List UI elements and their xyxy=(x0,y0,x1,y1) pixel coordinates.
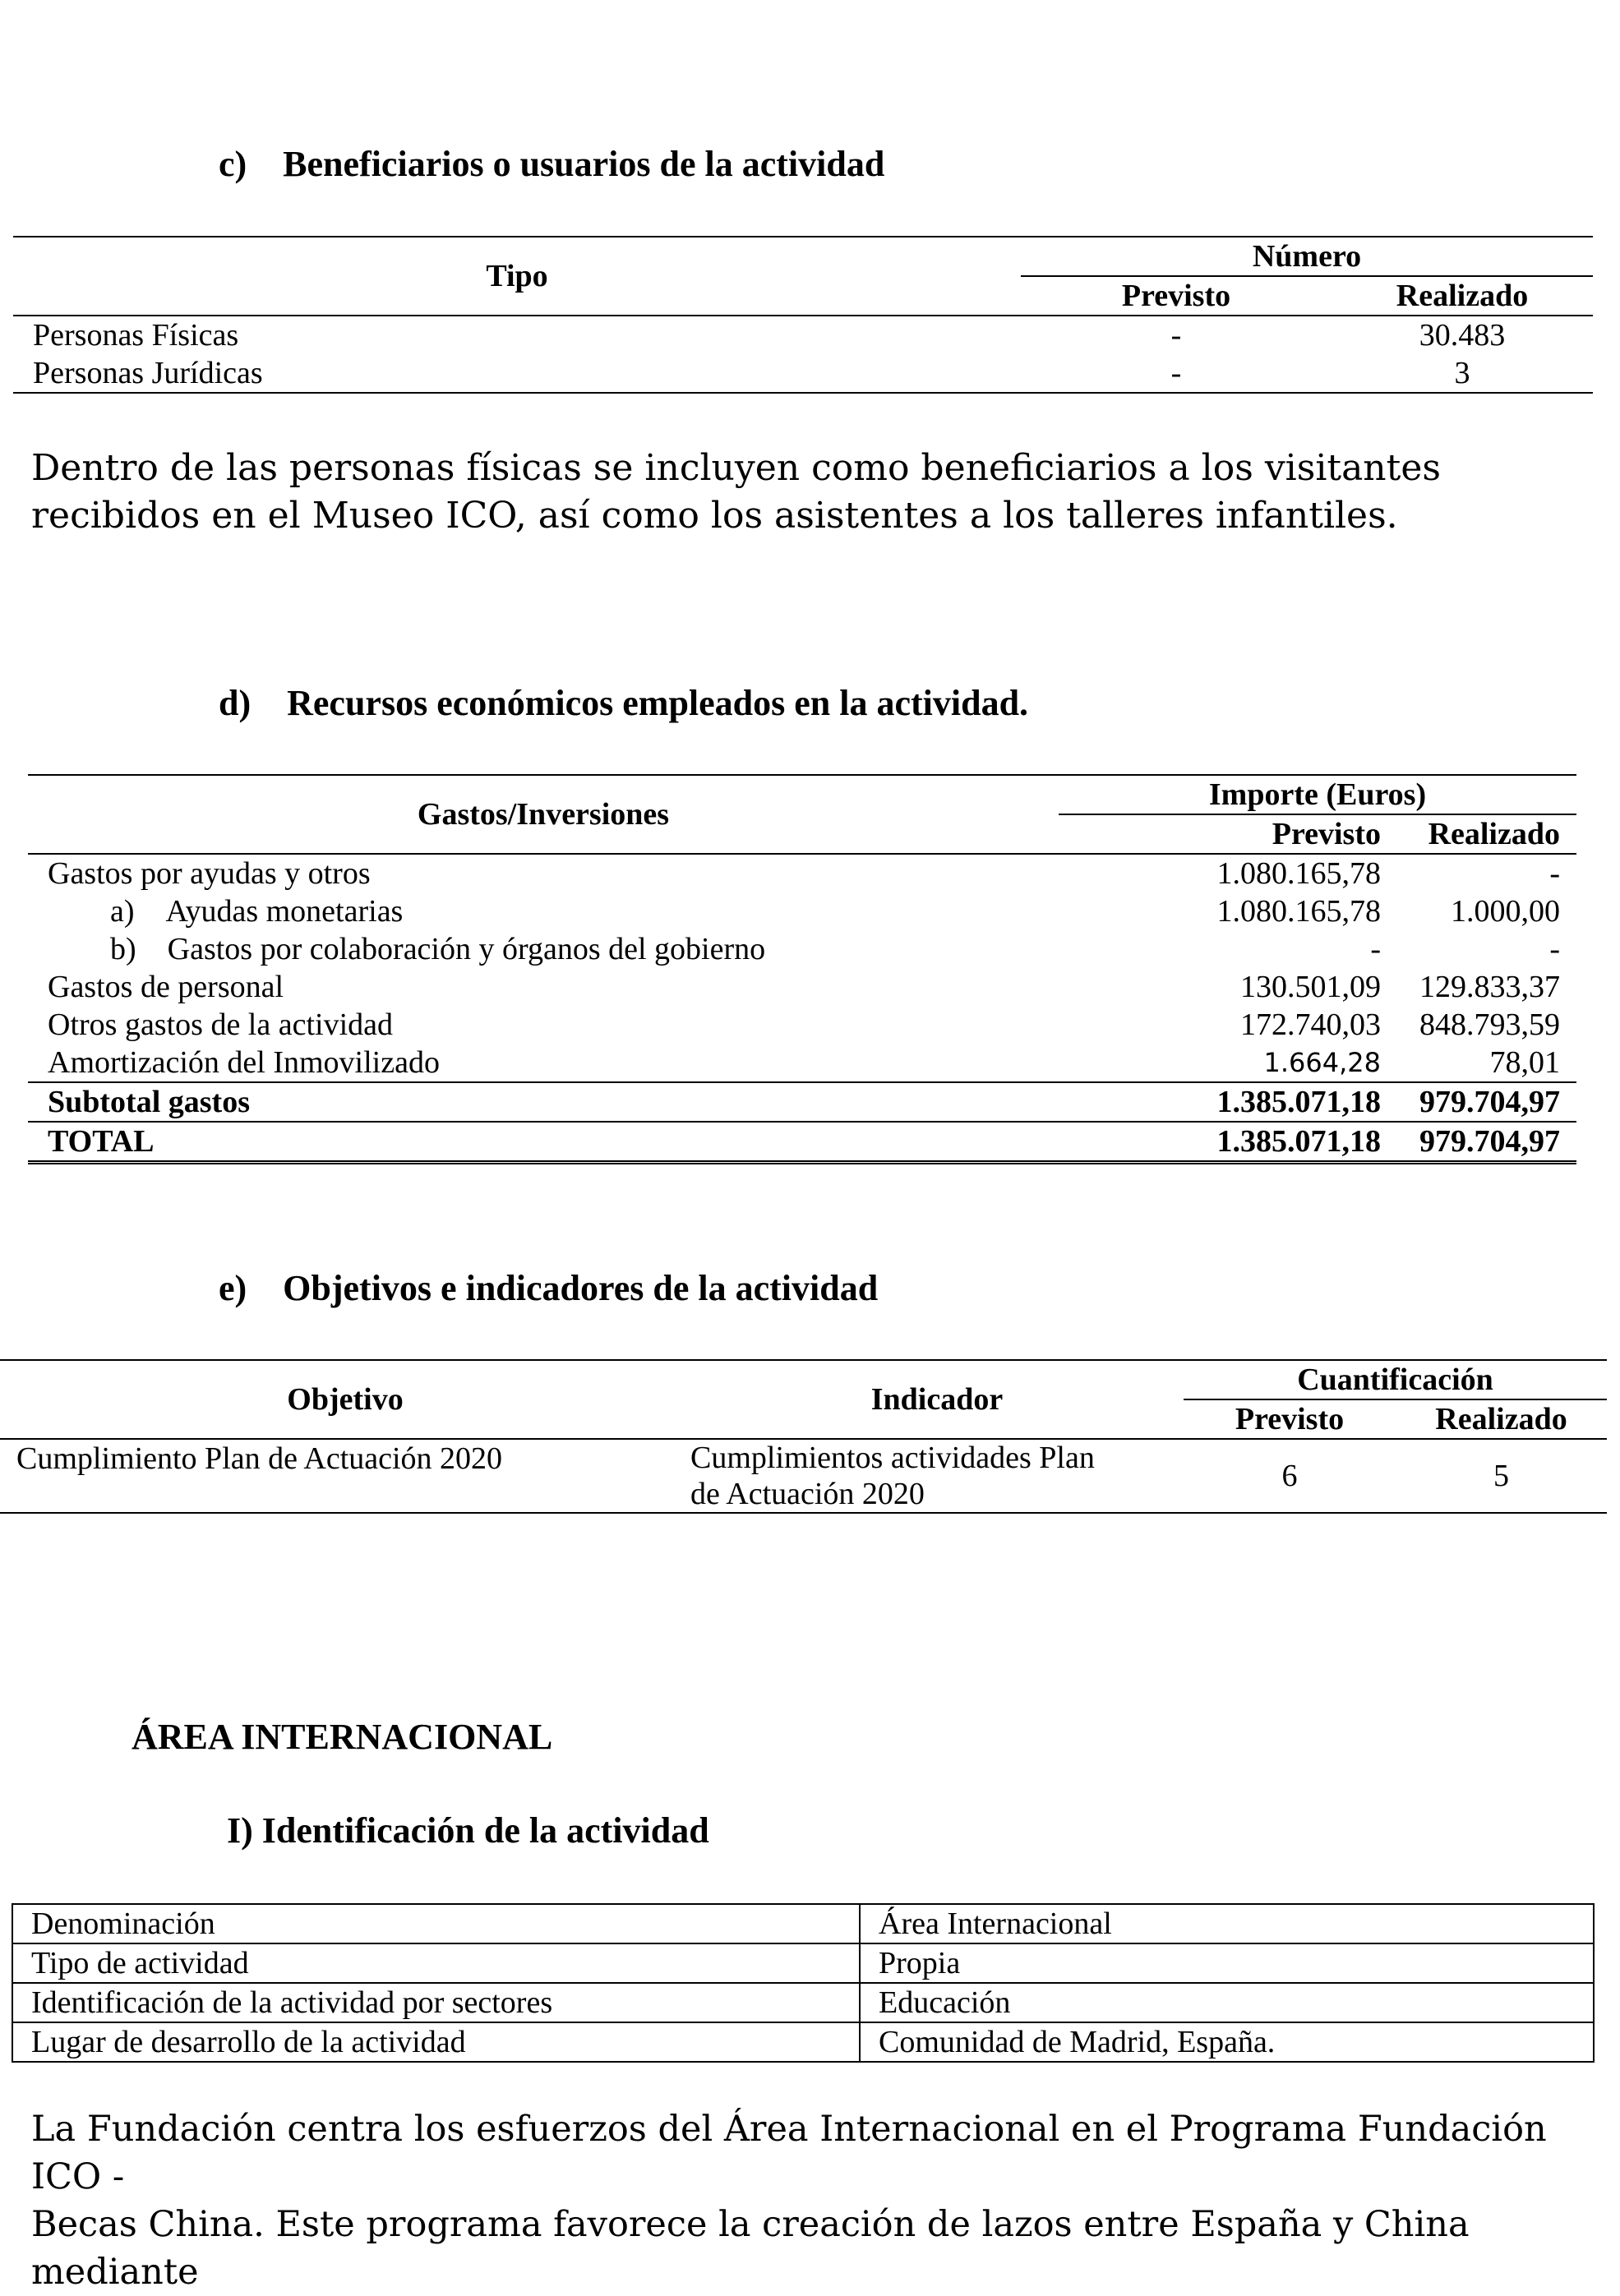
row-realizado: 3 xyxy=(1454,356,1470,390)
table-row xyxy=(28,1006,1576,1044)
row-previsto: - xyxy=(1170,356,1182,390)
row-previsto: 130.501,09 xyxy=(1240,970,1381,1004)
row-key: Identificación de la actividad por sectores xyxy=(12,1983,860,2022)
row-indicador xyxy=(690,1439,1184,1513)
table-row xyxy=(28,854,1576,892)
col-numero-header: Número xyxy=(1021,237,1593,276)
row-realizado: 848.793,59 xyxy=(1419,1007,1560,1042)
section-e-title: e) Objetivos e indicadores de la actividad xyxy=(219,1268,879,1308)
identificacion-table xyxy=(12,1903,1595,2063)
row-realizado: 78,01 xyxy=(1489,1045,1560,1080)
table-row xyxy=(13,354,1593,393)
total-row xyxy=(28,1122,1576,1163)
row-indicador-line1: Cumplimientos actividades Plan xyxy=(690,1441,1095,1475)
table-row xyxy=(12,1904,1594,1943)
row-label: Personas Jurídicas xyxy=(33,356,263,390)
beneficiarios-paragraph: Dentro de las personas físicas se incluyen como beneficiarios a los visitantes recibidos en el Museo ICO, así como los asistentes a los talleres infantiles. xyxy=(31,447,1441,537)
col-previsto-header: Previsto xyxy=(1021,276,1332,316)
row-label: Otros gastos de la actividad xyxy=(48,1007,394,1042)
table-row xyxy=(12,1983,1594,2022)
row-realizado: 5 xyxy=(1493,1459,1509,1493)
row-realizado: - xyxy=(1549,856,1560,891)
row-realizado: 30.483 xyxy=(1419,318,1506,353)
row-label: b) Gastos por colaboración y órganos del gobierno xyxy=(110,932,766,966)
subtotal-row xyxy=(28,1082,1576,1122)
subtotal-realizado: 979.704,97 xyxy=(1419,1085,1560,1119)
table-row xyxy=(0,1439,1607,1513)
row-previsto: - xyxy=(1170,318,1182,353)
row-value: Educación xyxy=(860,1983,1594,2022)
row-realizado: 1.000,00 xyxy=(1451,894,1560,929)
row-previsto: 1.080.165,78 xyxy=(1216,894,1381,929)
area-paragraph xyxy=(31,2105,1572,2296)
row-realizado: 129.833,37 xyxy=(1419,970,1560,1004)
col-gastos-header: Gastos/Inversiones xyxy=(28,775,1059,854)
col-indicador-header: Indicador xyxy=(690,1360,1184,1439)
row-key: Tipo de actividad xyxy=(12,1943,860,1983)
col-objetivo-header: Objetivo xyxy=(0,1360,690,1439)
area-paragraph-line1: La Fundación centra los esfuerzos del Área Internacional en el Programa Fundación ICO - xyxy=(31,2109,1547,2197)
objetivos-table xyxy=(0,1359,1607,1514)
row-value: Comunidad de Madrid, España. xyxy=(860,2022,1594,2062)
total-previsto: 1.385.071,18 xyxy=(1216,1124,1381,1159)
row-label: a) Ayudas monetarias xyxy=(110,894,404,929)
row-label: Amortización del Inmovilizado xyxy=(48,1045,440,1080)
row-key: Lugar de desarrollo de la actividad xyxy=(12,2022,860,2062)
section-c-title: c) Beneficiarios o usuarios de la actividad xyxy=(219,144,885,184)
total-label: TOTAL xyxy=(48,1124,155,1159)
row-previsto: 172.740,03 xyxy=(1240,1007,1381,1042)
col-tipo-header: Tipo xyxy=(13,237,1021,316)
col-realizado-header: Realizado xyxy=(1397,814,1576,854)
section-d-title: d) Recursos económicos empleados en la actividad. xyxy=(219,683,1029,723)
total-realizado: 979.704,97 xyxy=(1419,1124,1560,1159)
table-row xyxy=(28,930,1576,968)
row-previsto: 1.080.165,78 xyxy=(1216,856,1381,891)
col-realizado-header: Realizado xyxy=(1396,1399,1607,1439)
row-label: Gastos por ayudas y otros xyxy=(48,856,371,891)
row-previsto: - xyxy=(1370,932,1381,966)
col-cuantificacion-header: Cuantificación xyxy=(1184,1360,1607,1399)
row-objetivo: Cumplimiento Plan de Actuación 2020 xyxy=(16,1441,503,1476)
table-row xyxy=(12,1943,1594,1983)
table-row xyxy=(13,316,1593,354)
area-paragraph-line2: Becas China. Este programa favorece la creación de lazos entre España y China mediante xyxy=(31,2204,1470,2293)
row-indicador-line2: de Actuación 2020 xyxy=(690,1477,925,1511)
subtotal-label: Subtotal gastos xyxy=(48,1085,250,1119)
table-row xyxy=(28,1044,1576,1082)
row-key: Denominación xyxy=(12,1904,860,1943)
row-label: Gastos de personal xyxy=(48,970,284,1004)
row-previsto: 6 xyxy=(1281,1459,1298,1493)
table-row xyxy=(12,2022,1594,2062)
col-realizado-header: Realizado xyxy=(1332,276,1593,316)
col-importe-header: Importe (Euros) xyxy=(1059,775,1576,814)
table-row xyxy=(28,892,1576,930)
area-title: ÁREA INTERNACIONAL xyxy=(132,1717,553,1757)
recursos-table xyxy=(28,774,1576,1164)
row-previsto: 1.664,28 xyxy=(1263,1047,1381,1078)
row-value: Propia xyxy=(860,1943,1594,1983)
col-previsto-header: Previsto xyxy=(1059,814,1397,854)
subtotal-previsto: 1.385.071,18 xyxy=(1216,1085,1381,1119)
beneficiarios-table xyxy=(13,236,1593,394)
row-label: Personas Físicas xyxy=(33,318,239,353)
table-row xyxy=(28,968,1576,1006)
area-subtitle: I) Identificación de la actividad xyxy=(227,1810,709,1851)
col-previsto-header: Previsto xyxy=(1184,1399,1396,1439)
row-realizado: - xyxy=(1549,932,1560,966)
row-value: Área Internacional xyxy=(860,1904,1594,1943)
